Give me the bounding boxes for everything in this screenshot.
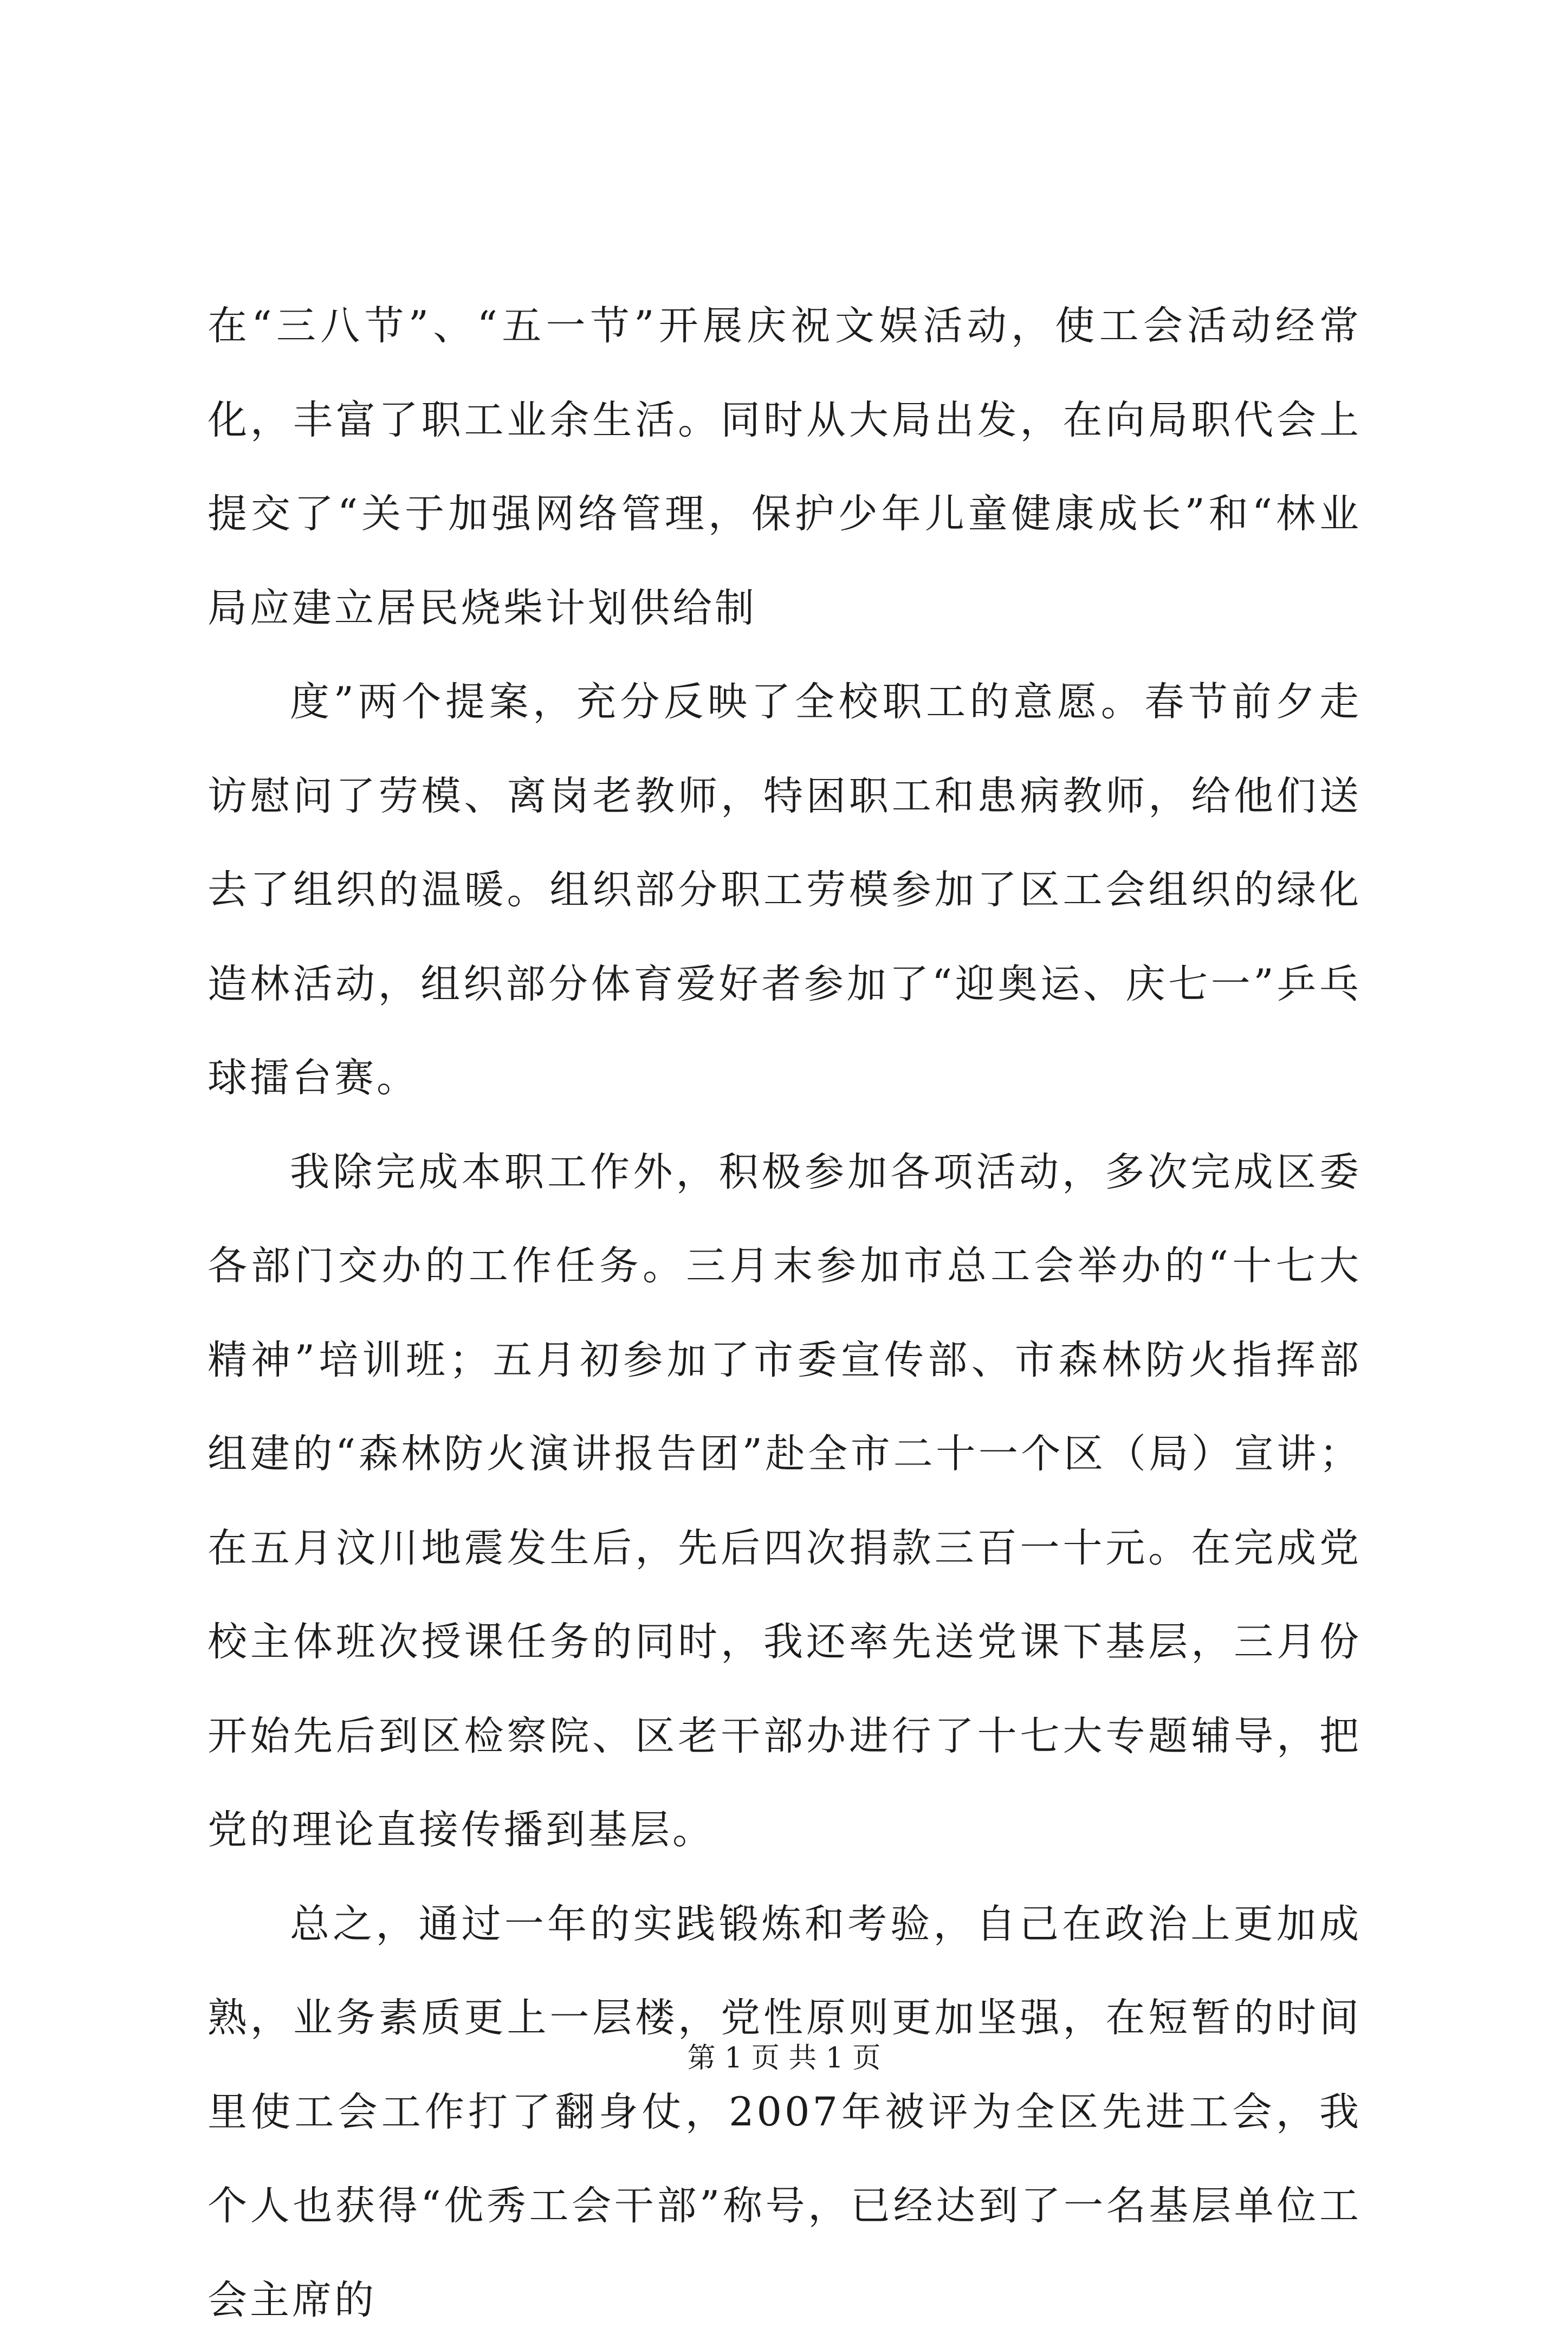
paragraph-3: 我除完成本职工作外，积极参加各项活动，多次完成区委各部门交办的工作任务。三月末参加市总工会举办的“十七大精神”培训班；五月初参加了市委宣传部、市森林防火指挥部组建的“森林防火演讲报告团”赴全市二十一个区（局）宣讲；在五月汶川地震发生后，先后四次捐款三百一十元。在完成党校主体班次授课任务的同时，我还率先送党课下基层，三月份开始先后到区检察院、区老干部办进行了十七大专题辅导，把党的理论直接传播到基层。 [208, 1125, 1362, 1877]
paragraph-2: 度”两个提案，充分反映了全校职工的意愿。春节前夕走访慰问了劳模、离岗老教师，特困职工和患病教师，给他们送去了组织的温暖。组织部分职工劳模参加了区工会组织的绿化造林活动，组织部分体育爱好者参加了“迎奥运、庆七一”乒乓球擂台赛。 [208, 655, 1362, 1125]
document-body [208, 279, 1362, 2347]
page-footer [0, 2039, 1568, 2077]
page-number-label: 第 1 页 共 1 页 [688, 2042, 881, 2074]
paragraph-4: 总之，通过一年的实践锻炼和考验，自己在政治上更加成熟，业务素质更上一层楼，党性原则更加坚强，在短暂的时间里使工会工作打了翻身仗，2007年被评为全区先进工会，我个人也获得“优秀工会干部”称号，已经达到了一名基层单位工会主席的 [208, 1877, 1362, 2347]
paragraph-1: 在“三八节”、“五一节”开展庆祝文娱活动，使工会活动经常化，丰富了职工业余生活。同时从大局出发，在向局职代会上提交了“关于加强网络管理，保护少年儿童健康成长”和“林业局应建立居民烧柴计划供给制 [208, 279, 1362, 655]
